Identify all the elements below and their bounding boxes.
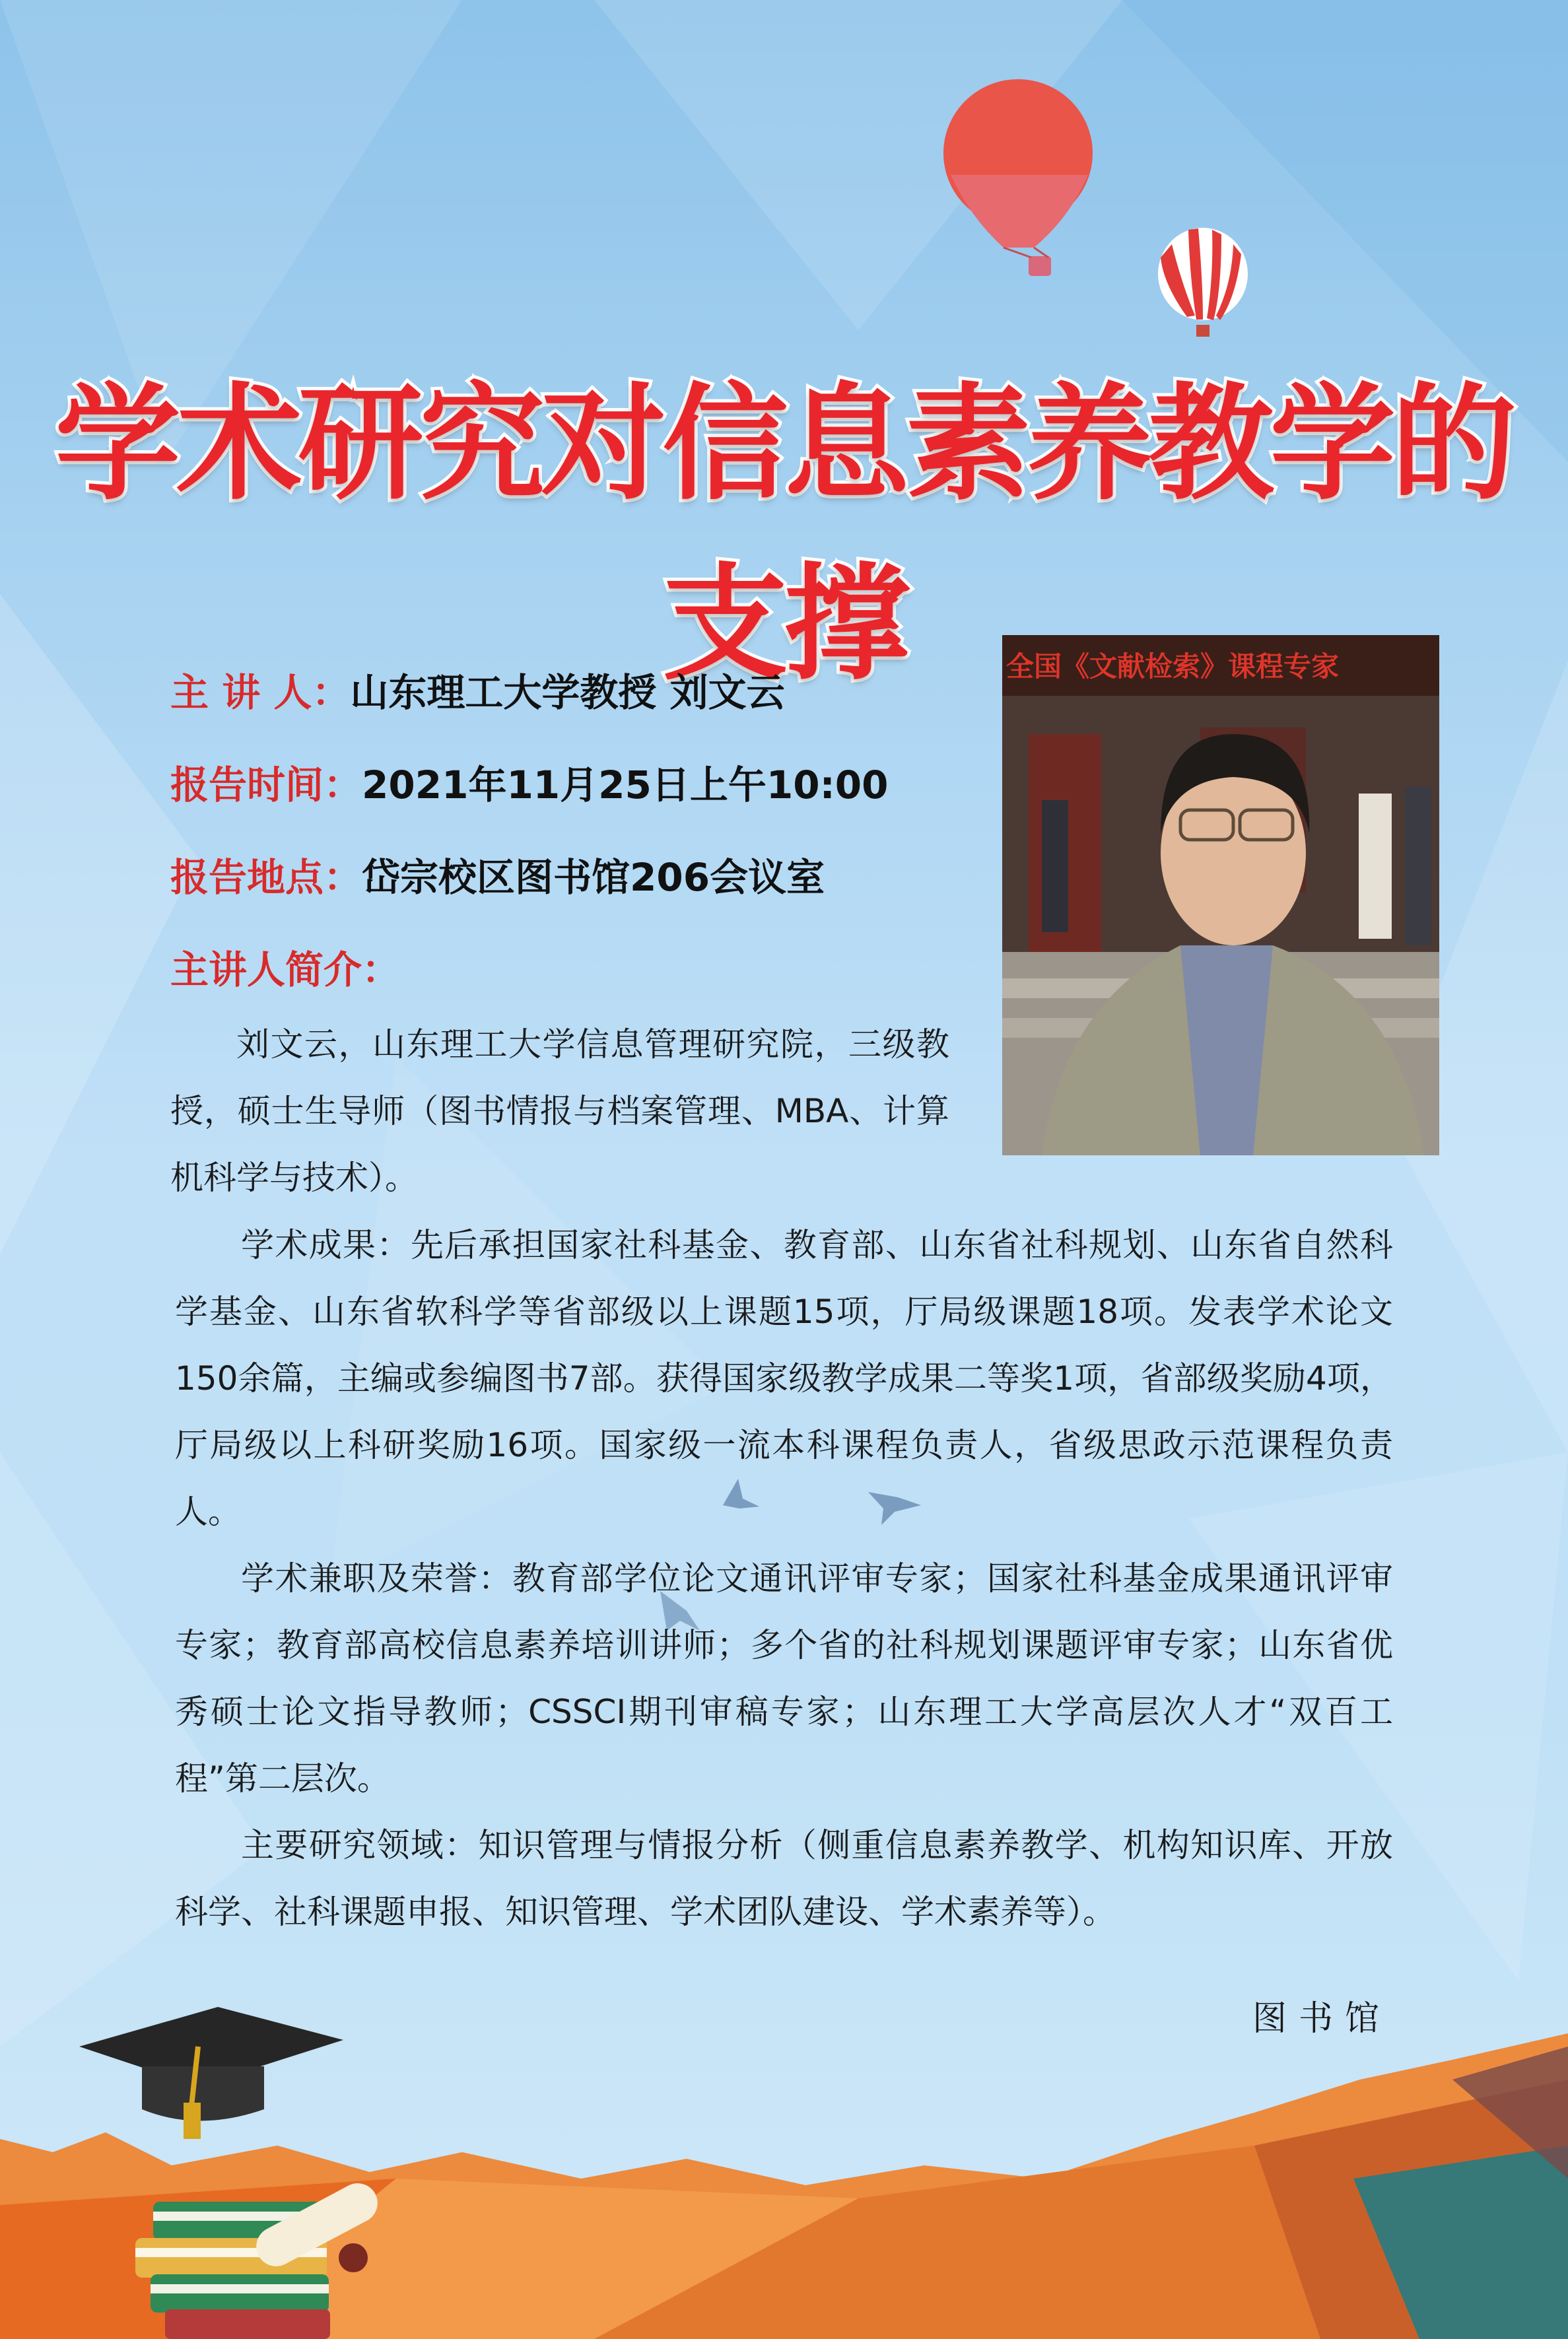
- place-row: [170, 846, 825, 902]
- speaker-photo: [1002, 635, 1439, 1155]
- speaker-value: 山东理工大学教授 刘文云: [350, 670, 785, 715]
- graduation-cap-icon: [79, 2007, 343, 2139]
- time-value: 2021年11月25日上午10:00: [362, 763, 889, 807]
- intro-paragraph-research: 主要研究领域：知识管理与情报分析（侧重信息素养教学、机构知识库、开放科学、社科课题申报、知识管理、学术团队建设、学术素养等）。: [175, 1826, 1393, 1931]
- poster-title: 学术研究对信息素养教学的支撑: [55, 371, 1513, 697]
- intro-row: [170, 939, 400, 994]
- intro-paragraph-achievements: 学术成果：先后承担国家社科基金、教育部、山东省社科规划、山东省自然科学基金、山东省软科学等省部级以上课题15项，厅局级课题18项。发表学术论文150余篇，主编或参编图书7部。获得国家级教学成果二等奖1项，省部级奖励4项，厅局级以上科研奖励16项。国家级一流本科课程负责人，省级思政示范课程负责人。: [175, 1226, 1393, 1531]
- time-row: [170, 754, 889, 809]
- intro-paragraph-1: 刘文云，山东理工大学信息管理研究院，三级教授，硕士生导师（图书情报与档案管理、MBA、计算机科学与技术）。: [170, 1025, 949, 1197]
- speaker-row: [170, 661, 785, 717]
- speaker-label: 主 讲 人：: [170, 670, 351, 715]
- hot-air-balloon-icon: [1158, 228, 1248, 337]
- time-label: 报告时间：: [170, 763, 362, 807]
- intro-label: 主讲人简介：: [170, 947, 401, 992]
- signature: 图书馆: [1252, 1999, 1391, 2039]
- place-value: 岱宗校区图书馆206会议室: [362, 855, 825, 900]
- intro-paragraph-honors: 学术兼职及荣誉：教育部学位论文通讯评审专家；国家社科基金成果通讯评审专家；教育部高校信息素养培训讲师；多个省的社科规划课题评审专家；山东省优秀硕士论文指导教师；CSSCI期刊审稿专家；山东理工大学高层次人才“双百工程”第二层次。: [175, 1559, 1393, 1798]
- hot-air-balloon-icon: [943, 79, 1093, 276]
- place-label: 报告地点：: [170, 855, 362, 900]
- photo-banner-text: 全国《文献检索》课程专家: [1006, 650, 1340, 683]
